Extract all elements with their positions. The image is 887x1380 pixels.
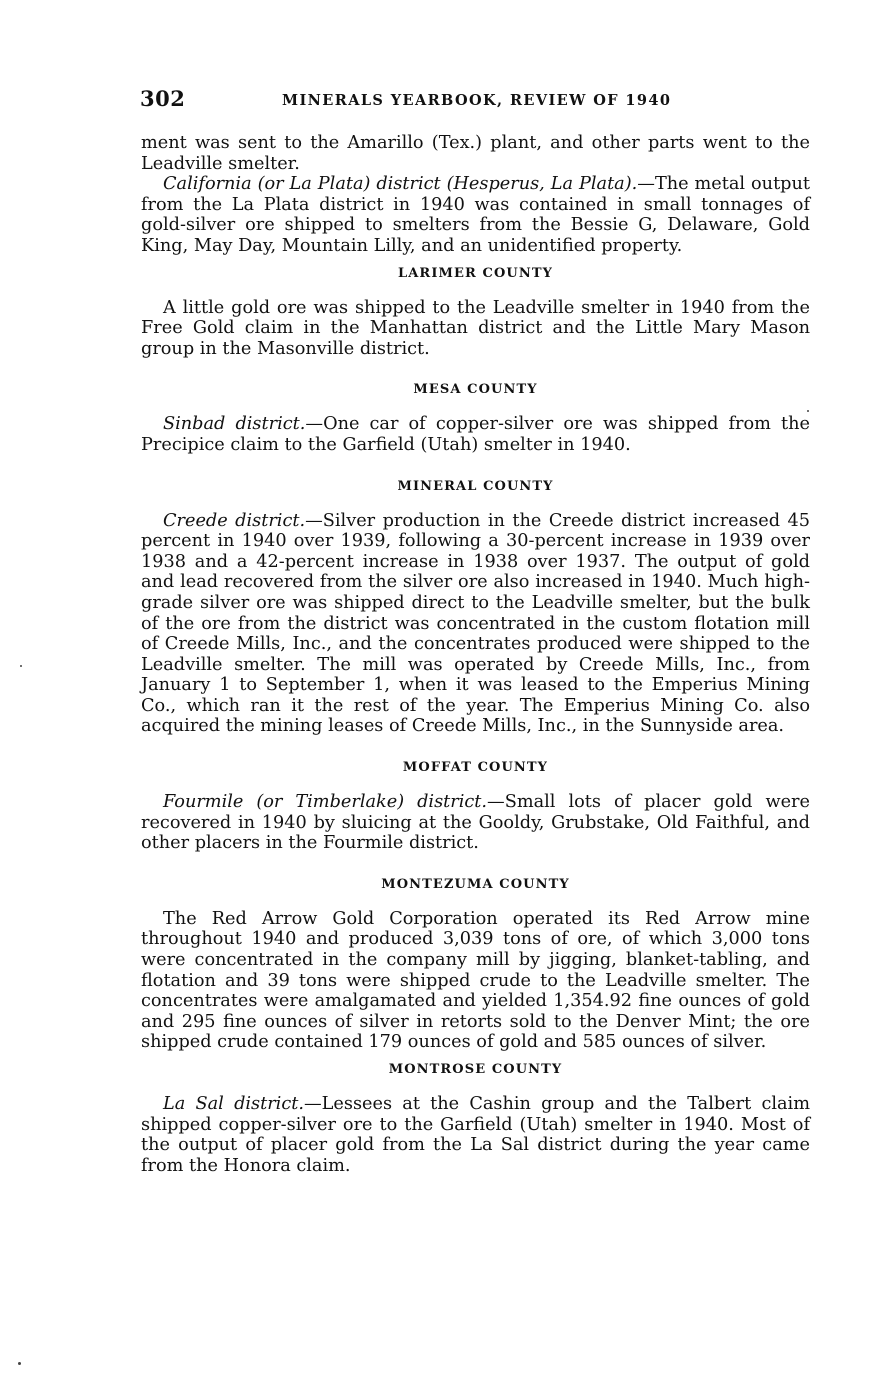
paragraph-red-arrow: The Red Arrow Gold Corporation operated its Red Arrow mine throughout 1940 and produced 3,039 tons of ore, of which 3,000 tons were concentrated in the company mill by jigging, blanket-tabling, and flotation and 39 tons were shipped crude to the Leadville smelter. The concentrates were amalgamated and yielded 1,354.92 fine ounces of gold and 295 fine ounces of silver in retorts sold to the Denver Mint; the ore shipped crude contained 179 ounces of gold and 585 ounces of silver. [141,908,810,1053]
paragraph-text: —One car of copper-silver ore was shipped from the Precipice claim to the Garfield (Utah) smelter in 1940. [141,414,810,455]
paragraph-sinbad-district [141,414,810,455]
paragraph-larimer: A little gold ore was shipped to the Leadville smelter in 1940 from the Free Gold claim in the Manhattan district and the Little Mary Mason group in the Masonville district. [141,297,810,359]
paragraph-la-sal-district [141,1094,810,1176]
scan-speck [18,1362,21,1365]
paragraph-fourmile-district [141,792,810,854]
paragraph-california-district [141,174,810,256]
page-body [141,133,810,1176]
paragraph-text: —Lessees at the Cashin group and the Talbert claim shipped copper-silver ore to the Garfield (Utah) smelter in 1940. Most of the output of placer gold from the La Sal district during the year came from the Honora claim. [141,1094,810,1176]
district-title: Creede district. [163,510,306,531]
section-heading-moffat: MOFFAT COUNTY [402,760,549,776]
district-title: California (or La Plata) district (Hesperus, La Plata). [163,174,638,195]
section-heading-mesa: MESA COUNTY [413,382,538,398]
district-title: Fourmile (or Timberlake) district. [163,792,488,813]
section-heading-larimer: LARIMER COUNTY [398,265,553,281]
paragraph-creede-district [141,511,810,738]
paragraph-text: —The metal output from the La Plata district in 1940 was contained in small tonnages of gold-silver ore shipped to smelters from the Bessie G, Delaware, Gold King, May Day, Mountain Lilly, and an unidentified property. [141,174,810,256]
section-heading-montezuma: MONTEZUMA COUNTY [381,876,570,892]
paragraph-text: —Small lots of placer gold were recovered in 1940 by sluicing at the Gooldy, Grubstake, Old Faithful, and other placers in the Fourmile district. [141,792,810,854]
paragraph-text: —Silver production in the Creede district increased 45 percent in 1940 over 1939, following a 30-percent increase in 1939 over 1938 and a 42-percent increase in 1938 over 1937. The output of gold and lead recovered from the silver ore also increased in 1940. Much high-grade silver ore was shipped direct to the Leadville smelter, but the bulk of the ore from the district was concentrated in the custom flotation mill of Creede Mills, Inc., and the concentrates produced were shipped to the Leadville smelter. The mill was operated by Creede Mills, Inc., from January 1 to September 1, when it was leased to the Emperius Mining Co., which ran it the rest of the year. The Emperius Mining Co. also acquired the mining leases of Creede Mills, Inc., in the Sunnyside area. [141,510,810,737]
district-title: Sinbad district. [163,414,306,435]
section-heading-montrose: MONTROSE COUNTY [388,1062,563,1077]
paragraph-continuation: ment was sent to the Amarillo (Tex.) plant, and other parts went to the Leadville smelter. [141,133,810,174]
page-number: 302 [140,86,186,111]
district-title: La Sal district. [163,1094,304,1114]
scan-speck [20,665,22,667]
section-heading-mineral: MINERAL COUNTY [397,478,554,494]
scan-speck [807,410,809,412]
page-header [140,86,810,114]
running-head: MINERALS YEARBOOK, REVIEW OF 1940 [282,92,672,109]
